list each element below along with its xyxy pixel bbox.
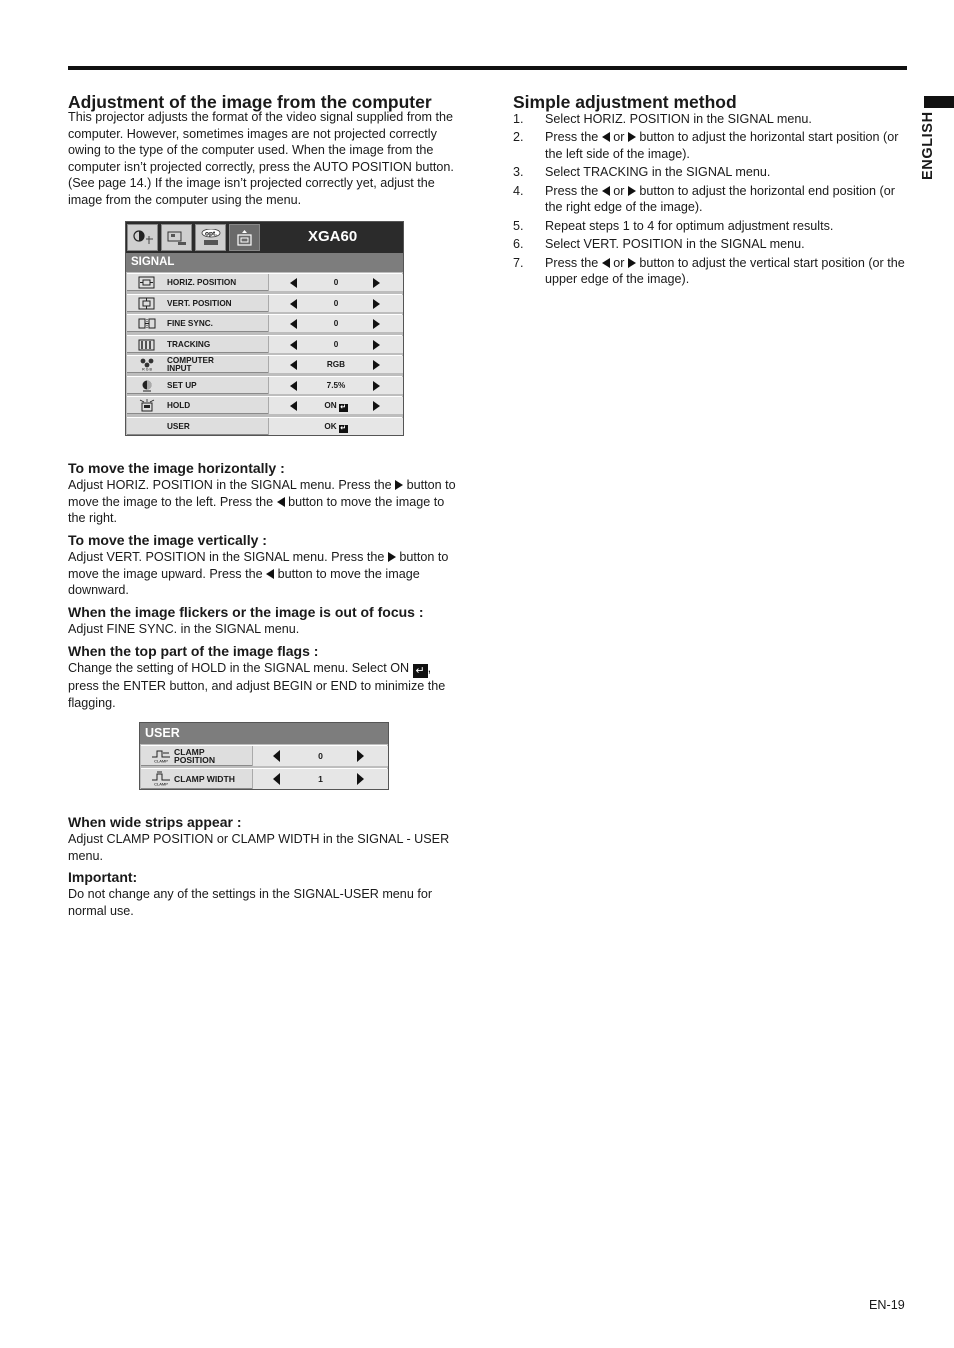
arrow-left-icon[interactable] bbox=[273, 750, 280, 762]
menu-row-label bbox=[167, 356, 214, 372]
enter-icon: ↵ bbox=[340, 424, 347, 432]
step-text: Press the bbox=[545, 255, 602, 270]
menu-row-clamp-width[interactable] bbox=[141, 768, 387, 789]
step-number: 1. bbox=[513, 112, 524, 126]
text-part: Adjust HORIZ. POSITION in the SIGNAL menu. Press the bbox=[68, 478, 396, 492]
text-part: , press the ENTER button, and adjust BEGIN or END to minimize the flagging. bbox=[68, 661, 446, 710]
step-number: 2. bbox=[513, 130, 524, 145]
text-part: button to move the image upward. Press the bbox=[68, 550, 449, 581]
right-arrow-icon bbox=[628, 132, 636, 142]
menu-row-hold[interactable] bbox=[127, 396, 402, 414]
paragraph-move-vertically bbox=[68, 549, 462, 599]
step-item bbox=[513, 236, 907, 253]
left-arrow-icon bbox=[602, 132, 610, 142]
text-part: button to move the image to the left. Press the bbox=[68, 478, 456, 509]
computer-input-icon-text: R G B bbox=[142, 367, 152, 371]
brightness-icon bbox=[132, 229, 154, 247]
section-title-simple-adjustment: Simple adjustment method bbox=[513, 92, 737, 112]
menu-row-label: HOLD bbox=[167, 401, 191, 410]
options-icon bbox=[200, 229, 222, 247]
language-tab-bar bbox=[924, 96, 954, 108]
menu-row-label: USER bbox=[167, 421, 190, 431]
menu-row-value: 0 bbox=[268, 274, 403, 291]
step-item bbox=[513, 255, 907, 288]
menu-row-value: 0 bbox=[268, 295, 403, 312]
menu-row-label bbox=[174, 748, 215, 765]
left-arrow-icon bbox=[602, 186, 610, 196]
step-number: 4. bbox=[513, 183, 524, 198]
tracking-icon bbox=[137, 338, 157, 351]
arrow-right-icon[interactable] bbox=[357, 773, 364, 785]
menu-row-label: SET UP bbox=[167, 380, 197, 390]
intro-paragraph: This projector adjusts the format of the video signal supplied from the computer. However, sometimes images are not projected correctly owing to the type of the computer used. When the image from the computer isn’t projected correctly, press the AUTO POSITION button. (See page 14.) If the image isn’t projected correctly yet, adjust the image from the computer using the menu. bbox=[68, 110, 454, 207]
right-arrow-icon bbox=[388, 552, 396, 562]
clamp-width-icon bbox=[151, 771, 171, 786]
step-text: or bbox=[609, 255, 628, 270]
enter-icon: ↵ bbox=[413, 664, 428, 678]
arrow-right-icon[interactable] bbox=[373, 360, 380, 370]
clamp-icon-text: CLAMP bbox=[154, 781, 168, 786]
tab-options[interactable] bbox=[195, 224, 226, 251]
tab-opt-label: opt. bbox=[205, 230, 217, 238]
user-menu-header: USER bbox=[140, 723, 388, 744]
step-text: button to adjust the horizontal start position (or the left side of the image). bbox=[545, 130, 899, 161]
menu-row-value: 7.5% bbox=[268, 377, 403, 394]
step-text: or bbox=[609, 130, 628, 145]
user-value: OK bbox=[324, 421, 337, 431]
left-arrow-icon bbox=[602, 258, 610, 268]
step-text: Repeat steps 1 to 4 for optimum adjustment results. bbox=[545, 218, 834, 233]
paragraph-important: Do not change any of the settings in the SIGNAL-USER menu for normal use. bbox=[68, 887, 433, 918]
arrow-right-icon[interactable] bbox=[357, 750, 364, 762]
step-text: button to adjust the horizontal end position (or the right edge of the image). bbox=[545, 183, 895, 215]
menu-tab-bar bbox=[126, 222, 403, 253]
left-arrow-icon bbox=[277, 497, 285, 507]
arrow-left-icon[interactable] bbox=[290, 278, 297, 288]
signal-menu bbox=[125, 221, 404, 436]
arrow-right-icon[interactable] bbox=[373, 401, 380, 411]
label-line1: COMPUTER bbox=[167, 356, 214, 365]
tab-image[interactable] bbox=[161, 224, 192, 251]
step-number: 3. bbox=[513, 165, 524, 180]
menu-row-clamp-position[interactable] bbox=[141, 745, 387, 766]
heading-flags: When the top part of the image flags : bbox=[68, 643, 319, 659]
arrow-left-icon[interactable] bbox=[290, 360, 297, 370]
step-text: Select TRACKING in the SIGNAL menu. bbox=[545, 165, 771, 180]
user-menu bbox=[139, 722, 389, 790]
menu-row-value: 0 bbox=[252, 746, 388, 766]
text-part: button to move the image downward. bbox=[68, 566, 420, 598]
text-part: button to move the image to the right. bbox=[68, 494, 445, 526]
arrow-left-icon[interactable] bbox=[290, 319, 297, 329]
menu-row-label: VERT. POSITION bbox=[167, 298, 232, 308]
heading-move-horizontally: To move the image horizontally : bbox=[68, 460, 285, 476]
menu-row-label: CLAMP WIDTH bbox=[174, 773, 235, 784]
paragraph-flicker: Adjust FINE SYNC. in the SIGNAL menu. bbox=[68, 622, 300, 636]
menu-row-vert-position[interactable] bbox=[127, 294, 402, 312]
language-label: ENGLISH bbox=[920, 111, 936, 180]
arrow-right-icon[interactable] bbox=[373, 381, 380, 391]
menu-row-value: 0 bbox=[268, 336, 403, 353]
computer-input-icon bbox=[137, 358, 157, 371]
paragraph-flags bbox=[68, 660, 460, 711]
hold-icon bbox=[137, 399, 157, 412]
enter-icon: ↵ bbox=[340, 404, 347, 411]
step-text: Select VERT. POSITION in the SIGNAL menu. bbox=[545, 237, 805, 252]
step-item bbox=[513, 183, 907, 216]
menu-row-value bbox=[268, 397, 403, 414]
arrow-left-icon[interactable] bbox=[290, 299, 297, 309]
menu-row-label: TRACKING bbox=[167, 339, 211, 349]
hold-value: ON bbox=[324, 401, 337, 410]
section-title-computer-image: Adjustment of the image from the computer bbox=[68, 92, 432, 112]
step-text: button to adjust the vertical start position (or the upper edge of the image). bbox=[545, 255, 905, 287]
menu-row-horiz-position[interactable] bbox=[127, 273, 402, 291]
step-item bbox=[513, 164, 907, 181]
left-arrow-icon bbox=[266, 569, 274, 579]
paragraph-wide-strips: Adjust CLAMP POSITION or CLAMP WIDTH in the SIGNAL - USER menu. bbox=[68, 832, 450, 863]
label-line2: POSITION bbox=[174, 755, 216, 766]
step-text: or bbox=[609, 183, 628, 198]
page-number: EN-19 bbox=[869, 1298, 905, 1312]
menu-row-value: 0 bbox=[268, 315, 403, 332]
menu-row-value: RGB bbox=[268, 356, 403, 373]
arrow-left-icon[interactable] bbox=[290, 401, 297, 411]
fine-sync-icon bbox=[137, 317, 157, 330]
menu-row-user[interactable] bbox=[127, 417, 402, 435]
menu-resolution-title: XGA60 bbox=[308, 228, 358, 245]
adjustment-steps-list bbox=[513, 111, 907, 290]
arrow-left-icon[interactable] bbox=[273, 773, 280, 785]
menu-row-value: 1 bbox=[252, 769, 388, 789]
clamp-position-icon bbox=[151, 748, 171, 763]
arrow-right-icon[interactable] bbox=[373, 319, 380, 329]
tab-picture[interactable] bbox=[127, 224, 158, 251]
signal-tab-icon bbox=[234, 229, 256, 247]
paragraph-move-horizontally bbox=[68, 477, 460, 527]
step-item bbox=[513, 111, 907, 128]
text-part: Change the setting of HOLD in the SIGNAL menu. Select ON bbox=[68, 661, 413, 675]
menu-row-fine-sync[interactable] bbox=[127, 314, 402, 332]
label-line2: INPUT bbox=[167, 363, 192, 373]
clamp-icon-text: CLAMP bbox=[154, 758, 168, 763]
step-text: Select HORIZ. POSITION in the SIGNAL menu. bbox=[545, 112, 812, 126]
arrow-right-icon[interactable] bbox=[373, 278, 380, 288]
tab-signal[interactable] bbox=[229, 224, 260, 251]
heading-flicker: When the image flickers or the image is out of focus : bbox=[68, 604, 424, 620]
image-settings-icon bbox=[166, 229, 188, 247]
step-number: 6. bbox=[513, 237, 524, 252]
horiz-position-icon bbox=[137, 276, 157, 289]
heading-wide-strips: When wide strips appear : bbox=[68, 814, 242, 830]
heading-move-vertically: To move the image vertically : bbox=[68, 532, 267, 548]
menu-row-label: HORIZ. POSITION bbox=[167, 278, 237, 287]
menu-row-label: FINE SYNC. bbox=[167, 319, 213, 328]
right-arrow-icon bbox=[628, 186, 636, 196]
step-number: 7. bbox=[513, 255, 524, 270]
step-item bbox=[513, 218, 907, 235]
menu-row-computer-input[interactable] bbox=[127, 355, 402, 373]
menu-row-tracking[interactable] bbox=[127, 335, 402, 353]
arrow-right-icon[interactable] bbox=[373, 340, 380, 350]
step-number: 5. bbox=[513, 218, 524, 233]
arrow-right-icon[interactable] bbox=[373, 299, 380, 309]
menu-row-set-up[interactable] bbox=[127, 376, 402, 394]
step-item bbox=[513, 129, 907, 162]
label-line1: CLAMP bbox=[174, 747, 205, 757]
text-part: Adjust VERT. POSITION in the SIGNAL menu. Press the bbox=[68, 550, 388, 564]
menu-row-value bbox=[268, 418, 403, 435]
arrow-left-icon[interactable] bbox=[290, 340, 297, 350]
vert-position-icon bbox=[137, 297, 157, 310]
signal-menu-header: SIGNAL bbox=[126, 253, 403, 272]
heading-important: Important: bbox=[68, 869, 138, 885]
right-arrow-icon bbox=[395, 480, 403, 490]
top-rule bbox=[68, 66, 907, 70]
setup-icon bbox=[137, 379, 157, 392]
step-text: Press the bbox=[545, 130, 602, 145]
arrow-left-icon[interactable] bbox=[290, 381, 297, 391]
step-text: Press the bbox=[545, 183, 602, 198]
right-arrow-icon bbox=[628, 258, 636, 268]
